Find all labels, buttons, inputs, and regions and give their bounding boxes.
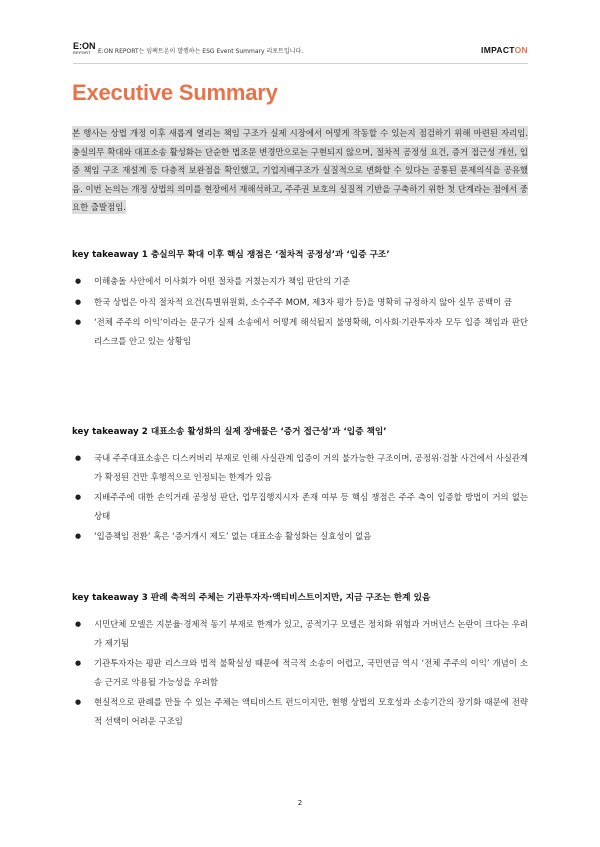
header-divider	[73, 63, 528, 64]
eon-logo-subtext: REPORT	[73, 50, 91, 55]
takeaway-heading: key takeaway 1 충실의무 확대 이후 핵심 쟁점은 ‘절차적 공정성’과 ‘입증 구조’	[72, 250, 390, 260]
page-header	[73, 42, 528, 58]
bullet-item: ● ‘입증책임 전환’ 혹은 ‘증거개시 제도’ 없는 대표소송 활성화는 실효성이 없음	[72, 527, 528, 546]
page-number: 2	[297, 799, 303, 807]
takeaway-heading: key takeaway 2 대표소송 활성화의 실제 장애물은 ‘증거 접근성’과 ‘입증 책임’	[72, 427, 387, 437]
bullet-item: ● 현실적으로 판례를 만들 수 있는 주체는 액티비스트 펀드이지만, 현행 상법의 모호성과 소송기간의 장기화 때문에 전략적 선택이 어려운 구조임	[72, 693, 528, 730]
bullet-item: ● 국내 주주대표소송은 디스커버리 부재로 인해 사실관계 입증이 거의 불가능한 구조이며, 공정위·검찰 사건에서 사실관계가 확정된 건만 후행적으로 인정되는 한계가 있음	[72, 449, 528, 486]
bullet-item: ● 지배주주에 대한 손익거래 공정성 판단, 업무집행지시자 존재 여부 등 핵심 쟁점은 주주 측이 입증할 방법이 거의 없는 상태	[72, 488, 528, 525]
takeaway-section-3	[72, 591, 528, 732]
eon-report-logo	[73, 42, 96, 55]
takeaway-section-1	[72, 248, 528, 352]
bullet-item: ● 기관투자자는 평판 리스크와 법적 불확실성 때문에 적극적 소송이 어렵고, 국민연금 역시 ‘전체 주주의 이익’ 개념이 소송 근거로 악용될 가능성을 우려함	[72, 654, 528, 691]
page-title: Executive Summary	[72, 80, 278, 105]
summary-text: 본 행사는 상법 개정 이후 새롭게 열리는 책임 구조가 실제 시장에서 어떻게 작동할 수 있는지 점검하기 위해 마련된 자리임. 충실의무 확대와 대표소송 활성화는 단순한 법조문 변경만으로는 구현되지 않으며, 절차적 공정성 요건, 증거 접근성 개선, 입증 책임 구조 재설계 등 다층적 보완점을 확인했고, 기업지배구조가 실질적으로 변화할 수 있다는 공통된 문제의식을 공유했음. 이번 논의는 개정 상법의 의미를 현장에서 재해석하고, 주주권 보호의 실질적 기반을 구축하기 위한 첫 단계라는 점에서 중요한 출발점임.	[72, 128, 528, 212]
impacton-logo-main: IMPACT	[481, 45, 515, 55]
bullet-item: ● ‘전체 주주의 이익’이라는 문구가 실제 소송에서 어떻게 해석될지 불명확해, 이사회·기관투자자 모두 입증 책임과 판단 리스크를 안고 있는 상황임	[72, 313, 528, 350]
impacton-logo	[481, 45, 528, 55]
takeaway-bullet-list	[72, 449, 528, 546]
bullet-item: ● 한국 상법은 아직 절차적 요건(특별위원회, 소수주주 MOM, 제3자 평가 등)을 명확히 규정하지 않아 실무 공백이 큼	[72, 293, 528, 312]
impacton-logo-accent: ON	[514, 45, 528, 55]
takeaway-section-2	[72, 425, 528, 548]
bullet-item: ● 시민단체 모델은 지분율·경제적 동기 부재로 한계가 있고, 공적기구 모델은 정치화 위험과 거버넌스 논란이 크다는 우려가 제기됨	[72, 615, 528, 652]
takeaway-bullet-list	[72, 272, 528, 350]
summary-paragraph	[72, 124, 528, 217]
takeaway-heading: key takeaway 3 판례 축적의 주체는 기관투자자·액티비스트이지만, 지금 구조는 한계 있음	[72, 593, 431, 603]
takeaway-bullet-list	[72, 615, 528, 730]
eon-logo-text: E:ON	[73, 41, 96, 51]
bullet-item: ● 이해충돌 사안에서 이사회가 어떤 절차를 거쳤는지가 책임 판단의 기준	[72, 272, 528, 291]
header-note: E:ON REPORT는 임팩트온이 발행하는 ESG Event Summary 리포트입니다.	[98, 48, 304, 55]
